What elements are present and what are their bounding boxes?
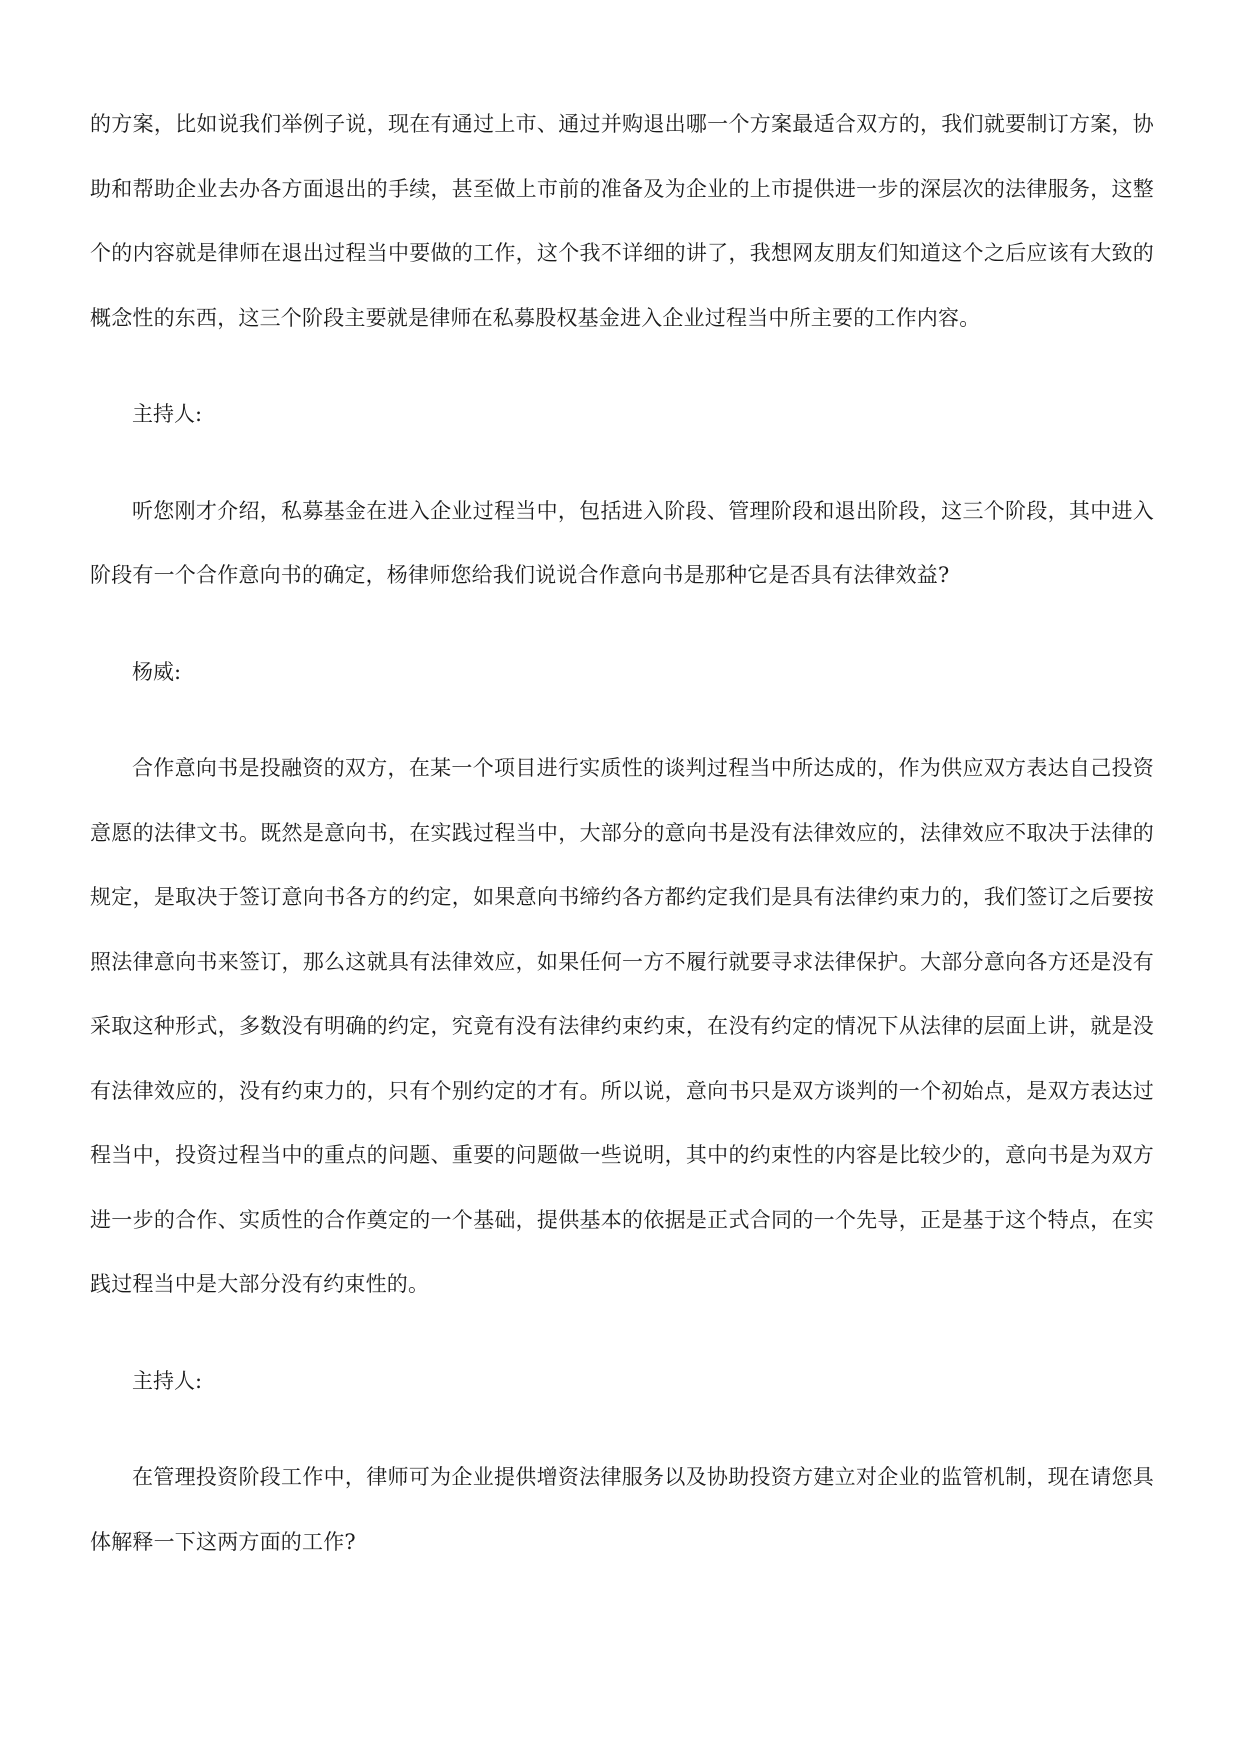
speaker-label-yang-wei: 杨威:	[132, 659, 182, 684]
paragraph-continuation: 的方案，比如说我们举例子说，现在有通过上市、通过并购退出哪一个方案最适合双方的，我们就要制订方案，协助和帮助企业去办各方面退出的手续，甚至做上市前的准备及为企业的上市提供进一步的深层次的法律服务，这整个的内容就是律师在退出过程当中要做的工作，这个我不详细的讲了，我想网友朋友们知道这个之后应该有大致的概念性的东西，这三个阶段主要就是律师在私募股权基金进入企业过程当中所主要的工作内容。	[90, 112, 1154, 330]
paragraph-host-question: 在管理投资阶段工作中，律师可为企业提供增资法律服务以及协助投资方建立对企业的监管机制，现在请您具体解释一下这两方面的工作?	[90, 1465, 1154, 1554]
paragraph-host-question: 听您刚才介绍，私募基金在进入企业过程当中，包括进入阶段、管理阶段和退出阶段，这三个阶段，其中进入阶段有一个合作意向书的确定，杨律师您给我们说说合作意向书是那种它是否具有法律效益?	[90, 498, 1154, 587]
speaker-label-host: 主持人:	[132, 402, 203, 426]
speaker-label-host: 主持人:	[132, 1368, 203, 1393]
paragraph-yang-wei-answer: 合作意向书是投融资的双方，在某一个项目进行实质性的谈判过程当中所达成的，作为供应双方表达自己投资意愿的法律文书。既然是意向书，在实践过程当中，大部分的意向书是没有法律效应的，法律效应不取决于法律的规定，是取决于签订意向书各方的约定，如果意向书缔约各方都约定我们是具有法律约束力的，我们签订之后要按照法律意向书来签订，那么这就具有法律效应，如果任何一方不履行就要寻求法律保护。大部分意向各方还是没有采取这种形式，多数没有明确的约定，究竟有没有法律约束约束，在没有约定的情况下从法律的层面上讲，就是没有法律效应的，没有约束力的，只有个别约定的才有。所以说，意向书只是双方谈判的一个初始点，是双方表达过程当中，投资过程当中的重点的问题、重要的问题做一些说明，其中的约束性的内容是比较少的，意向书是为双方进一步的合作、实质性的合作奠定的一个基础，提供基本的依据是正式合同的一个先导，正是基于这个特点，在实践过程当中是大部分没有约束性的。	[90, 756, 1154, 1296]
document-page	[90, 92, 1154, 1574]
